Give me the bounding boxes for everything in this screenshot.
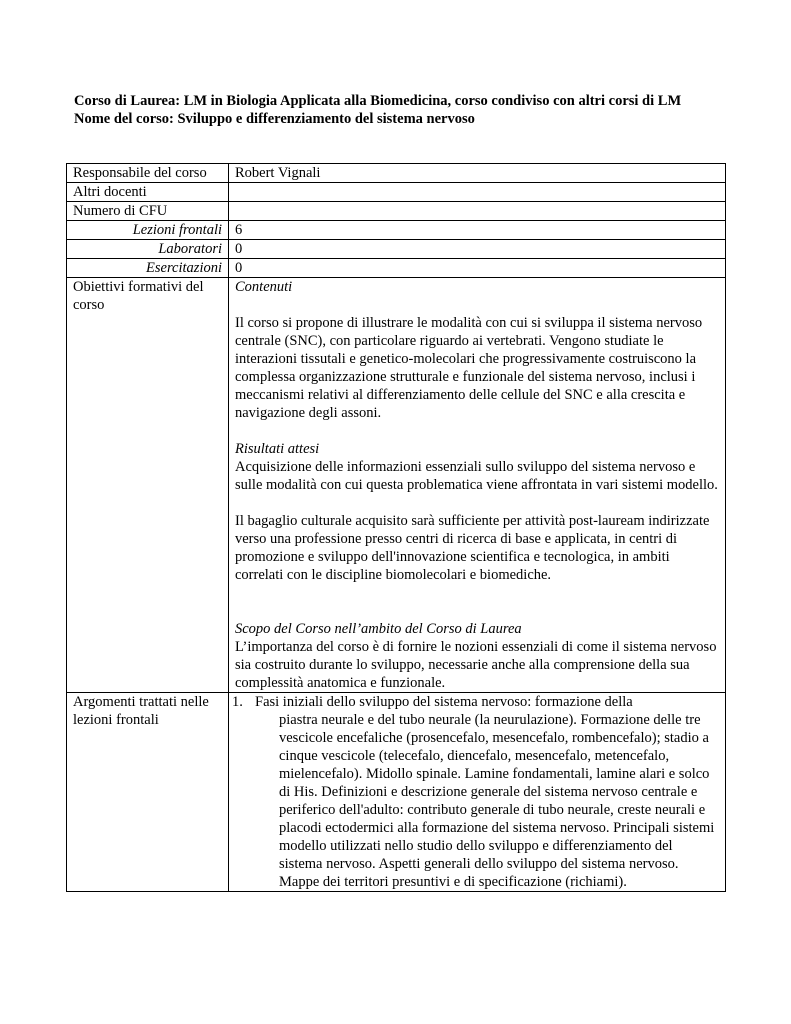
esercitazioni-label: Esercitazioni <box>67 259 229 278</box>
esercitazioni-value: 0 <box>229 259 726 278</box>
bagaglio-text: Il bagaglio culturale acquisito sarà sufficiente per attività post-lauream indirizzate verso una professione presso centri di ricerca di base e applicata, in centri di promozione e sviluppo dell'innovazione scientifica e tecnologica, in ambiti correlati con le discipline biomolecolari e biomediche. <box>235 513 710 583</box>
responsabile-label: Responsabile del corso <box>67 164 229 183</box>
row-esercitazioni <box>67 259 726 278</box>
row-lezioni <box>67 221 726 240</box>
argomenti-label: Argomenti trattati nelle lezioni frontali <box>67 693 229 892</box>
row-responsabile <box>67 164 726 183</box>
risultati-text: Acquisizione delle informazioni essenziali sullo sviluppo del sistema nervoso e sulle modalità con cui questa problematica viene affrontata in vari sistemi modello. <box>235 459 718 493</box>
cfu-value-empty <box>229 202 726 221</box>
lezioni-value: 6 <box>229 221 726 240</box>
contenuti-heading: Contenuti <box>235 279 293 295</box>
scopo-heading: Scopo del Corso nell’ambito del Corso di Laurea <box>235 621 522 637</box>
contenuti-text: Il corso si propone di illustrare le modalità con cui si sviluppa il sistema nervoso centrale (SNC), con particolare riguardo ai vertebrati. Vengono studiate le interazioni tissutali e genetico-molecolari che progressivamente costruiscono la complessa organizzazione strutturale e funzionale del sistema nervoso, inclusi i meccanismi relativi al differenziamento delle cellule del SNC e alla crescita e navigazione degli assoni. <box>235 315 703 421</box>
course-table <box>66 163 726 892</box>
list-item <box>232 693 719 891</box>
laboratori-label: Laboratori <box>67 240 229 259</box>
list-item-first-line: Fasi iniziali dello sviluppo del sistema nervoso: formazione della <box>255 694 633 710</box>
responsabile-value: Robert Vignali <box>229 164 726 183</box>
course-name: Nome del corso: Sviluppo e differenziamento del sistema nervoso <box>74 110 475 127</box>
document-header <box>74 93 734 128</box>
cfu-label: Numero di CFU <box>67 202 229 221</box>
row-obiettivi <box>67 278 726 693</box>
scopo-text: L’importanza del corso è di fornire le nozioni essenziali di come il sistema nervoso sia costruito durante lo sviluppo, necessarie anche alla comprensione della sua complessità anatomica e funzionale. <box>235 639 717 691</box>
degree-title: Corso di Laurea: LM in Biologia Applicata alla Biomedicina, corso condiviso con altri corsi di LM <box>74 93 682 109</box>
row-cfu <box>67 202 726 221</box>
altri-docenti-value <box>229 183 726 202</box>
obiettivi-content <box>229 278 726 693</box>
row-altri-docenti <box>67 183 726 202</box>
list-item-text: piastra neurale e del tubo neurale (la neurulazione). Formazione delle tre vescicole encefaliche (prosencefalo, mesencefalo, rombencefalo); stadio a cinque vescicole (telecefalo, diencefalo, mesencefalo, metencefalo, mielencefalo). Midollo spinale. Lamine fondamentali, lamine alari e solco di His. Definizioni e descrizione generale del sistema nervoso centrale e periferico dell'adulto: contributo generale di tubo neurale, creste neurali e placodi ectodermici alla formazione del sistema nervoso. Principali sistemi modello utilizzati nello studio dello sviluppo e differenziamento del sistema nervoso. Aspetti generali dello sviluppo del sistema nervoso. Mappe dei territori presuntivi e di specificazione (richiami). <box>279 712 715 890</box>
argomenti-content <box>229 693 726 892</box>
list-item-number: 1. <box>232 694 243 710</box>
row-argomenti <box>67 693 726 892</box>
risultati-heading: Risultati attesi <box>235 441 320 457</box>
laboratori-value: 0 <box>229 240 726 259</box>
altri-docenti-label: Altri docenti <box>67 183 229 202</box>
row-laboratori <box>67 240 726 259</box>
lezioni-label: Lezioni frontali <box>67 221 229 240</box>
obiettivi-label: Obiettivi formativi del corso <box>67 278 229 693</box>
